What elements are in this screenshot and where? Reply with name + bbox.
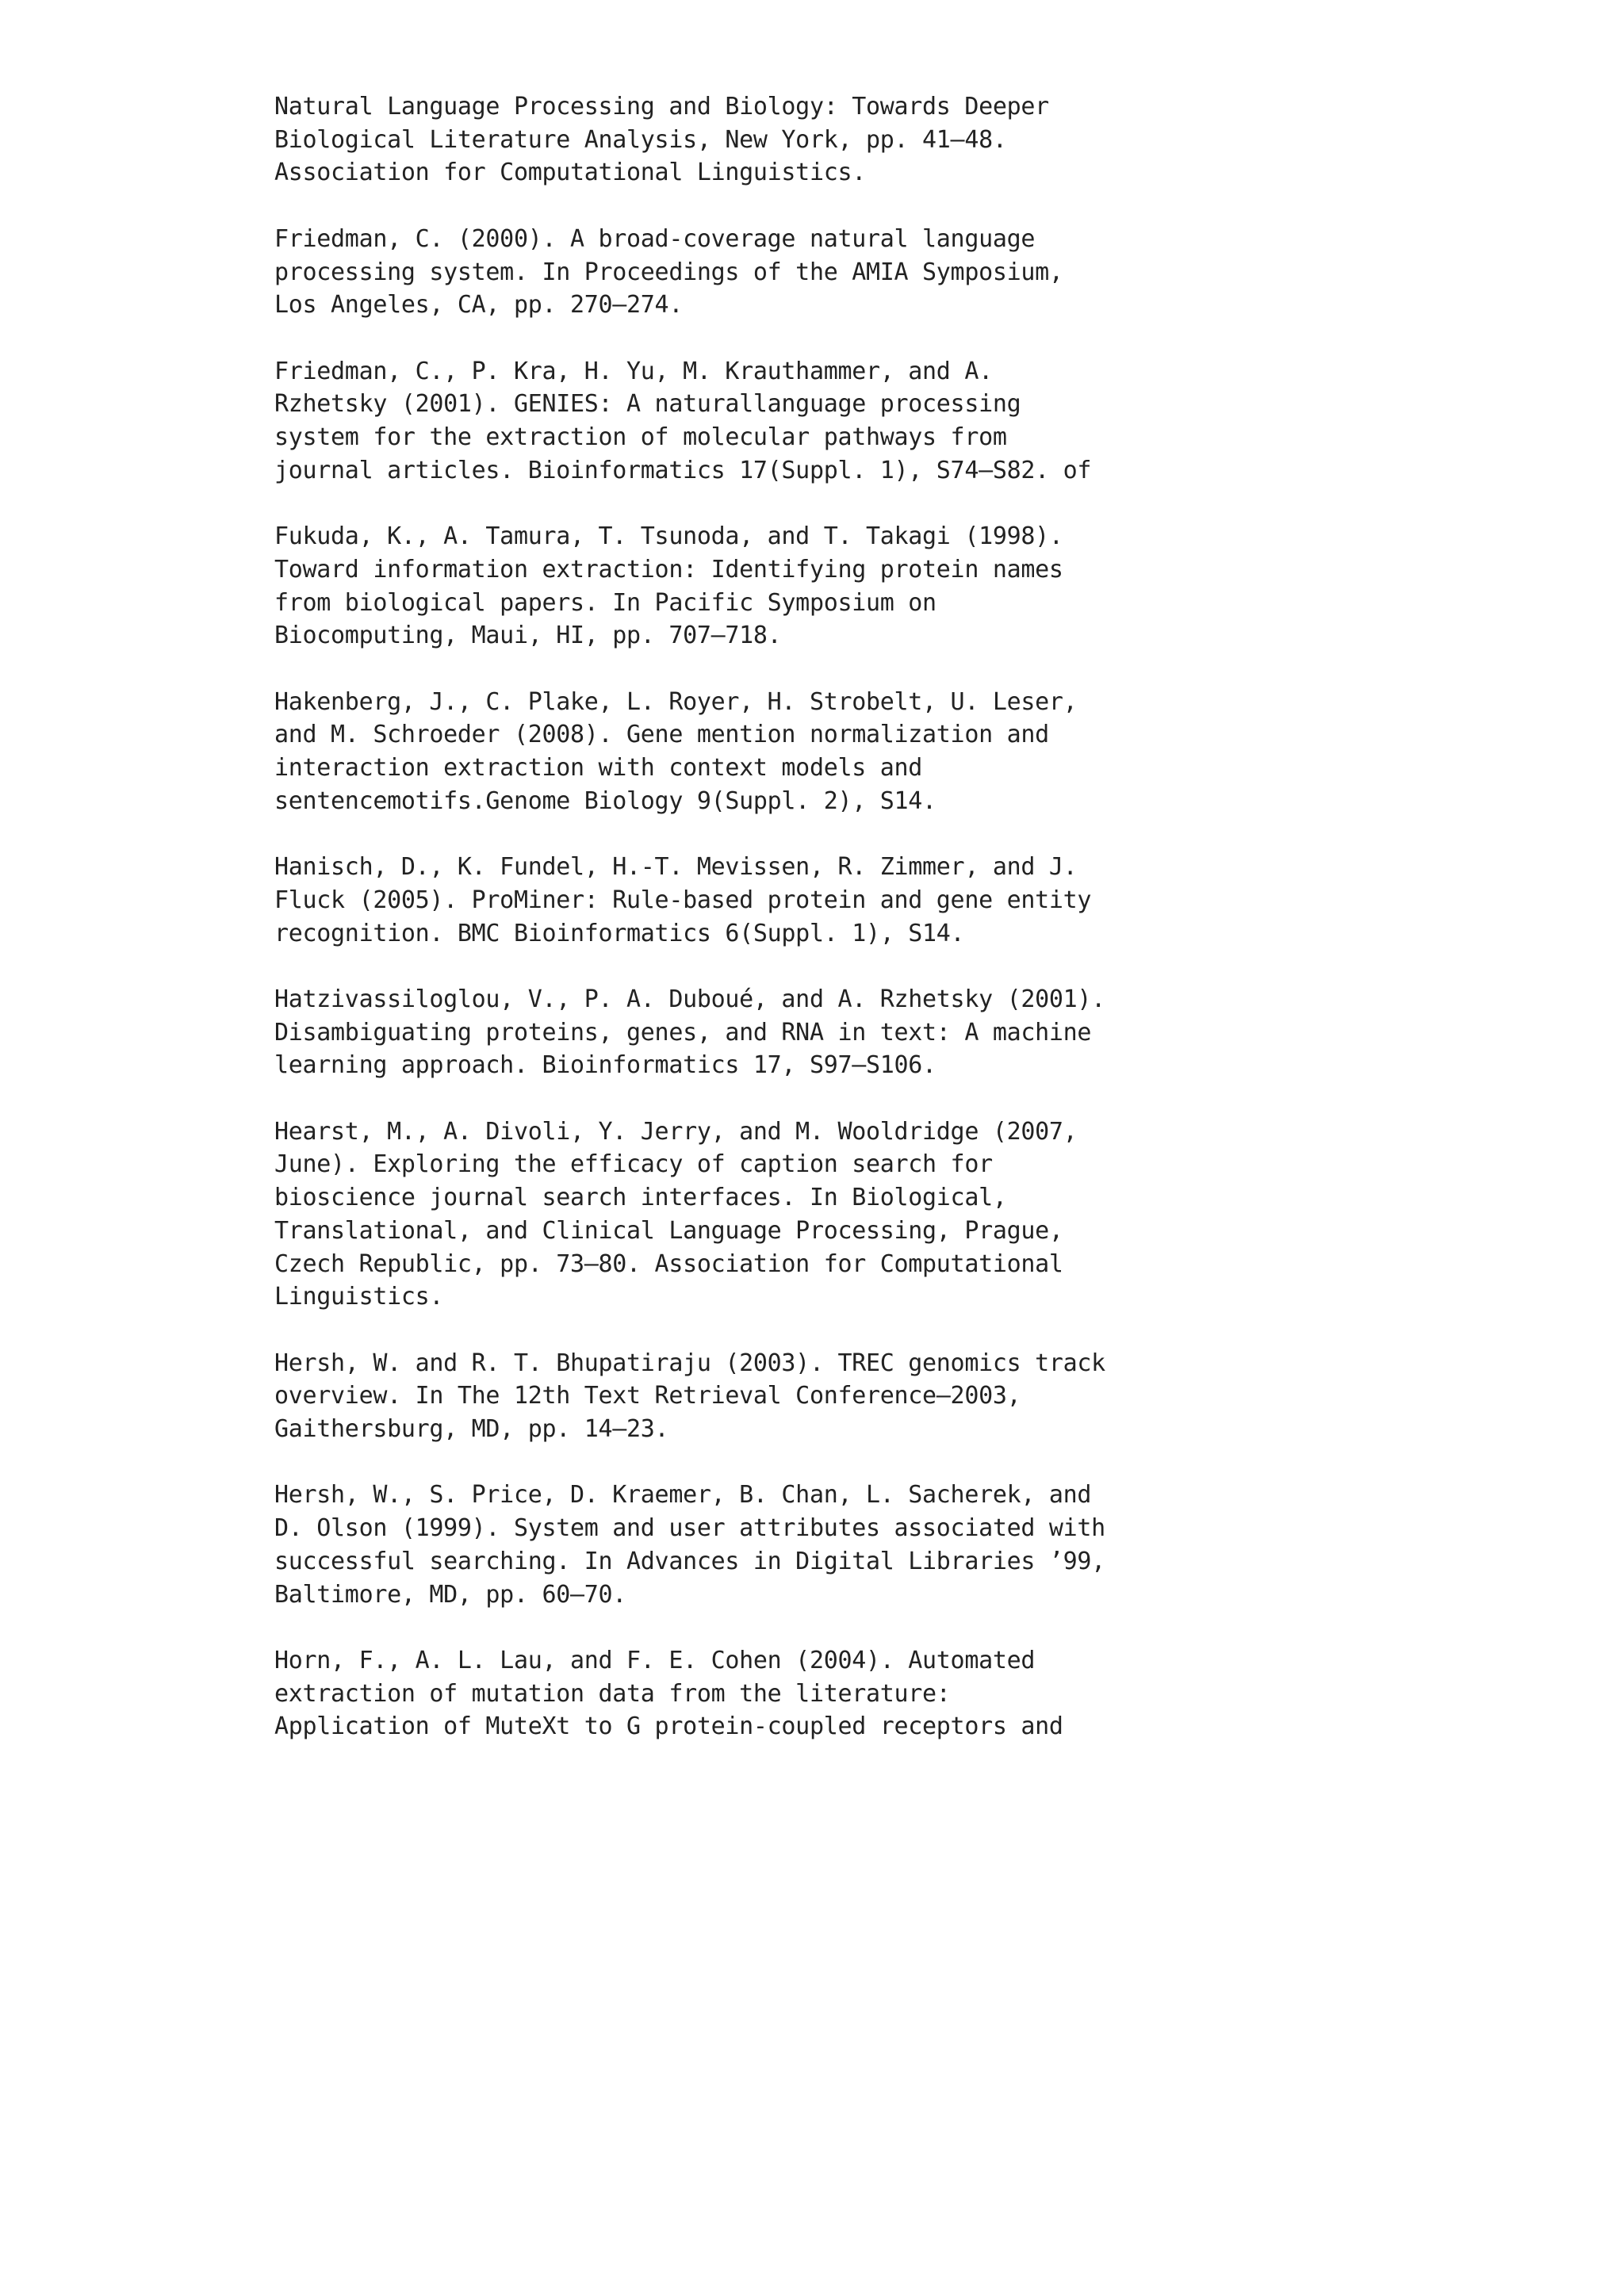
- reference-line: Fluck (2005). ProMiner: Rule-based protein and gene entity: [274, 886, 1092, 914]
- reference-line: Friedman, C. (2000). A broad-coverage natural language: [274, 224, 1036, 253]
- reference-line: Biological Literature Analysis, New York, pp. 41–48.: [274, 125, 1007, 154]
- reference-entry: [274, 223, 1226, 322]
- reference-entry: [274, 686, 1226, 818]
- reference-line: Disambiguating proteins, genes, and RNA in text: A machine: [274, 1018, 1092, 1047]
- reference-line: June). Exploring the efficacy of caption search for: [274, 1150, 993, 1179]
- reference-line: Friedman, C., P. Kra, H. Yu, M. Krauthammer, and A.: [274, 357, 993, 385]
- reference-line: Hearst, M., A. Divoli, Y. Jerry, and M. Wooldridge (2007,: [274, 1117, 1078, 1146]
- reference-entry: [274, 1644, 1226, 1743]
- reference-line: sentencemotifs.Genome Biology 9(Suppl. 2), S14.: [274, 786, 936, 815]
- reference-line: Biocomputing, Maui, HI, pp. 707–718.: [274, 622, 782, 650]
- reference-line: system for the extraction of molecular pathways from: [274, 423, 1007, 451]
- reference-entry: [274, 1347, 1226, 1446]
- reference-entry: [274, 1479, 1226, 1611]
- reference-line: Hersh, W., S. Price, D. Kraemer, B. Chan, L. Sacherek, and: [274, 1481, 1092, 1510]
- reference-line: Czech Republic, pp. 73–80. Association for Computational: [274, 1249, 1063, 1278]
- reference-line: Hanisch, D., K. Fundel, H.-T. Mevissen, R. Zimmer, and J.: [274, 853, 1078, 882]
- reference-list: [274, 90, 1226, 1777]
- reference-line: Toward information extraction: Identifying protein names: [274, 555, 1063, 584]
- reference-line: Gaithersburg, MD, pp. 14–23.: [274, 1415, 669, 1443]
- reference-entry: [274, 1115, 1226, 1314]
- reference-entry: [274, 90, 1226, 189]
- reference-line: processing system. In Proceedings of the AMIA Symposium,: [274, 258, 1063, 286]
- reference-line: overview. In The 12th Text Retrieval Conference—2003,: [274, 1382, 1021, 1410]
- reference-line: Application of MuteXt to G protein-coupled receptors and: [274, 1712, 1063, 1741]
- reference-line: Hatzivassiloglou, V., P. A. Duboué, and A. Rzhetsky (2001).: [274, 985, 1105, 1013]
- reference-line: Baltimore, MD, pp. 60–70.: [274, 1580, 627, 1609]
- reference-line: Los Angeles, CA, pp. 270–274.: [274, 291, 684, 320]
- reference-line: successful searching. In Advances in Digital Libraries ’99,: [274, 1547, 1105, 1575]
- reference-line: from biological papers. In Pacific Symposium on: [274, 588, 936, 617]
- reference-line: extraction of mutation data from the literature:: [274, 1679, 951, 1708]
- reference-entry: [274, 520, 1226, 652]
- reference-line: journal articles. Bioinformatics 17(Suppl. 1), S74–S82. of: [274, 456, 1092, 484]
- reference-line: Rzhetsky (2001). GENIES: A naturallanguage processing: [274, 390, 1021, 419]
- reference-line: Linguistics.: [274, 1283, 444, 1311]
- reference-line: interaction extraction with context models and: [274, 754, 923, 782]
- reference-line: Translational, and Clinical Language Processing, Prague,: [274, 1216, 1063, 1245]
- reference-line: Natural Language Processing and Biology: Towards Deeper: [274, 93, 1049, 121]
- reference-line: Fukuda, K., A. Tamura, T. Tsunoda, and T. Takagi (1998).: [274, 522, 1063, 551]
- reference-line: learning approach. Bioinformatics 17, S97–S106.: [274, 1051, 936, 1080]
- reference-line: and M. Schroeder (2008). Gene mention normalization and: [274, 721, 1049, 749]
- reference-entry: [274, 355, 1226, 488]
- reference-entry: [274, 983, 1226, 1082]
- reference-line: Hakenberg, J., C. Plake, L. Royer, H. Strobelt, U. Leser,: [274, 687, 1078, 716]
- reference-line: Hersh, W. and R. T. Bhupatiraju (2003). TREC genomics track: [274, 1349, 1105, 1377]
- reference-line: Association for Computational Linguistics.: [274, 159, 866, 187]
- reference-line: D. Olson (1999). System and user attributes associated with: [274, 1514, 1105, 1543]
- reference-line: Horn, F., A. L. Lau, and F. E. Cohen (2004). Automated: [274, 1646, 1036, 1674]
- reference-line: bioscience journal search interfaces. In Biological,: [274, 1184, 1007, 1212]
- reference-entry: [274, 851, 1226, 950]
- reference-line: recognition. BMC Bioinformatics 6(Suppl. 1), S14.: [274, 919, 965, 947]
